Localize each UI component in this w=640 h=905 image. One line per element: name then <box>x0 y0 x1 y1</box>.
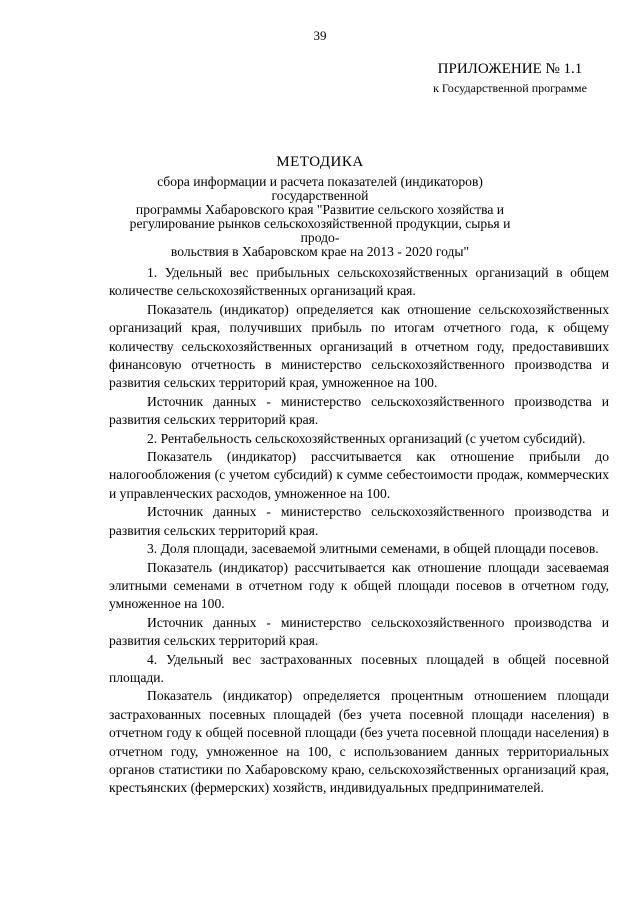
document-body <box>109 264 609 798</box>
paragraph: Показатель (индикатор) рассчитывается как отношение прибыли до налогообложения (с учетом субсидий) к сумме себестоимости продаж, коммерческих и управленческих расходов, умноженное на 100. <box>109 449 609 501</box>
document-subtitle: сбора информации и расчета показателей (индикаторов) государственной программы Хабаровского края "Развитие сельского хозяйства и регулирование рынков сельскохозяйственной продукции, сырья и продо- вольствия в Хабаровском крае на 2013 - 2020 годы" <box>129 174 511 259</box>
paragraph: Показатель (индикатор) определяется процентным отношением площади застрахованных посевных площадей (без учета посевной площади населения) в отчетном году к общей посевной площади (без учета посевной площади населения) в отчетном году, умноженное на 100, с использованием данных территориальных органов статистики по Хабаровскому краю, сельскохозяйственных организаций края, крестьянских (фермерских) хозяйств, индивидуальных предпринимателей. <box>109 688 609 796</box>
document-title: МЕТОДИКА <box>276 154 364 170</box>
paragraph: Показатель (индикатор) рассчитывается как отношение площади засеваемая элитными семенами в отчетном году к общей площади посевов в отчетном году, умноженное на 100. <box>109 559 609 612</box>
appendix-header <box>420 60 600 96</box>
appendix-subtitle: к Государственной программе <box>433 81 587 95</box>
paragraph: Источник данных - министерство сельскохозяйственного производства и развития сельских территорий края. <box>109 504 609 538</box>
paragraph: 3. Доля площади, засеваемой элитными семенами, в общей площади посевов. <box>147 541 599 557</box>
paragraph: 2. Рентабельность сельскохозяйственных организаций (с учетом субсидий). <box>147 430 586 446</box>
paragraph: Показатель (индикатор) определяется как отношение сельскохозяйственных организаций края, получивших прибыль по итогам отчетного года, к общему количеству сельскохозяйственных организаций в отчетном году, предоставивших финансовую отчетность в министерство сельскохозяйственного производства и развития сельских территорий края, умноженное на 100. <box>109 301 609 391</box>
paragraph: 4. Удельный вес застрахованных посевных площадей в общей посевной площади. <box>109 651 609 685</box>
page-number: 39 <box>313 28 327 43</box>
paragraph: 1. Удельный вес прибыльных сельскохозяйственных организаций в общем количестве сельскохозяйственных организаций края. <box>109 265 609 299</box>
paragraph: Источник данных - министерство сельскохозяйственного производства и развития сельских территорий края. <box>109 614 609 649</box>
paragraph: Источник данных - министерство сельскохозяйственного производства и развития сельских территорий края. <box>109 393 609 428</box>
appendix-title: ПРИЛОЖЕНИЕ № 1.1 <box>437 61 583 77</box>
